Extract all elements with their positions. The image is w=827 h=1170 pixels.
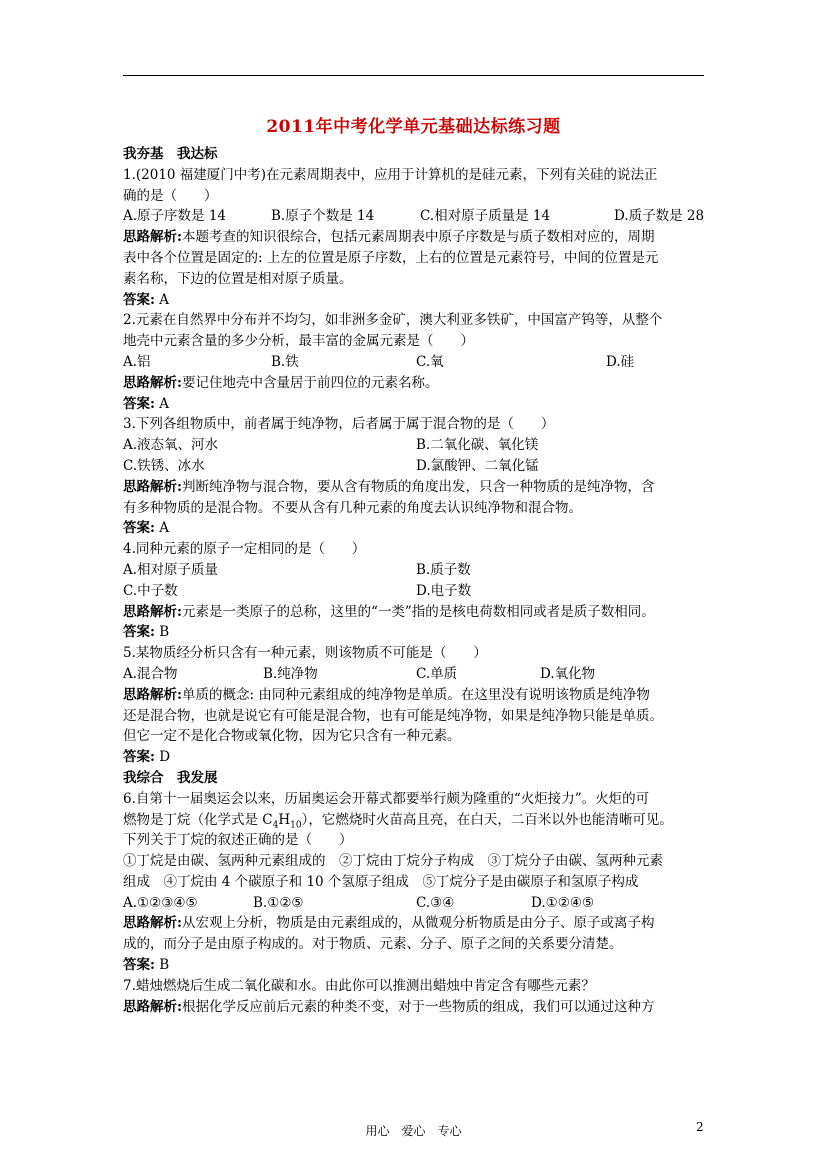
question-stem: 组成 ④丁烷由 4 个碳原子和 10 个氢原子组成 ⑤丁烷分子是由碳原子和氢原子构成 [123,873,639,890]
page-footer: 用心 爱心 专心 [365,1124,462,1138]
answer: 答案: B [123,624,170,641]
analysis-label: 思路解析: [123,686,182,703]
section-heading: 我综合 我发展 [123,769,218,786]
option-d: D.质子数是 28 [614,208,705,225]
analysis: 思路解析:从宏观上分析，物质是由元素组成的，从微观分析物质是由分子、原子或离子构 [123,915,655,932]
option-b: B.①②⑤ [253,894,304,911]
answer: 答案: A [123,291,170,308]
analysis: 思路解析:根据化学反应前后元素的种类不变，对于一些物质的组成，我们可以通过这种方 [123,998,655,1015]
question-stem: 下列关于丁烷的叙述正确的是（ ） [123,832,353,849]
option-c: C.相对原子质量是 14 [420,208,551,225]
option-a: A.相对原子质量 [123,561,219,578]
option-a: A.铝 [123,353,151,370]
option-a: A.混合物 [123,665,178,682]
analysis: 还是混合物，也就是说它有可能是混合物，也有可能是纯净物，如果是纯净物只能是单质。 [123,707,663,724]
options-row [123,352,713,373]
answer: 答案: A [123,520,170,537]
document-body [123,144,713,1017]
option-d: D.氧化物 [540,665,596,682]
option-a: A.①②③④⑤ [123,894,198,911]
option-c: C.氧 [416,353,444,370]
option-b: B.原子个数是 14 [271,208,375,225]
question-stem: 6.自第十一届奥运会以来，历届奥运会开幕式都要举行颇为隆重的“火炬接力”。火炬的可 [123,790,650,807]
analysis-label: 思路解析: [123,603,182,620]
options-row [123,435,713,456]
analysis-label: 思路解析: [123,915,182,932]
options-row [123,560,713,581]
answer: 答案: B [123,957,170,974]
question-stem: 5.某物质经分析只含有一种元素，则该物质不可能是（ ） [123,645,487,662]
option-a: A.原子序数是 14 [123,208,227,225]
analysis-label: 思路解析: [123,374,182,391]
analysis: 但它一定不是化合物或氧化物，因为它只含有一种元素。 [123,728,461,745]
analysis: 思路解析:元素是一类原子的总称，这里的“一类”指的是核电荷数相同或者是质子数相同。 [123,603,655,620]
option-c: C.③④ [416,894,455,911]
analysis-label: 思路解析: [123,998,182,1015]
option-b: B.纯净物 [263,665,318,682]
page-title: 2011年中考化学单元基础达标练习题 [266,117,561,137]
page-number: 2 [696,1120,704,1134]
answer-label: 答案: [123,291,155,308]
question-stem: 3.下列各组物质中，前者属于纯净物，后者属于属于混合物的是（ ） [123,416,555,433]
answer-label: 答案: [123,520,155,537]
question-stem: 2.元素在自然界中分布并不均匀，如非洲多金矿，澳大利亚多铁矿，中国富产钨等，从整个 [123,312,663,329]
answer: 答案: A [123,395,170,412]
option-a: A.液态氧、河水 [123,437,219,454]
answer-label: 答案: [123,624,155,641]
options-row [123,456,713,477]
analysis-label: 思路解析: [123,229,182,246]
option-d: D.①②④⑤ [531,894,595,911]
option-c: C.单质 [416,665,458,682]
question-stem: 4.同种元素的原子一定相同的是（ ） [123,541,366,558]
analysis: 思路解析:单质的概念: 由同种元素组成的纯净物是单质。在这里没有说明该物质是纯净物 [123,686,650,703]
header-rule [123,75,704,76]
analysis: 成的，而分子是由原子构成的。对于物质、元素、分子、原子之间的关系要分清楚。 [123,936,623,953]
option-b: B.铁 [271,353,299,370]
answer-label: 答案: [123,957,155,974]
section-heading: 我夯基 我达标 [123,146,218,162]
answer-label: 答案: [123,749,155,766]
option-c: C.中子数 [123,582,178,599]
option-c: C.铁锈、冰水 [123,457,205,474]
analysis: 素名称，下边的位置是相对原子质量。 [123,270,353,287]
question-stem: 7.蜡烛燃烧后生成二氧化碳和水。由此你可以推测出蜡烛中肯定含有哪些元素？ [123,977,595,994]
options-row [123,664,713,685]
analysis-label: 思路解析: [123,478,182,495]
analysis: 表中各个位置是固定的: 上左的位置是原子序数，上右的位置是元素符号，中间的位置是元 [123,249,659,266]
option-d: D.氯酸钾、二氧化锰 [416,457,539,474]
options-row [123,893,713,914]
analysis: 思路解析:本题考查的知识很综合，包括元素周期表中原子序数是与质子数相对应的，周期 [123,229,655,246]
option-d: D.电子数 [416,582,472,599]
question-stem: 燃物是丁烷（化学式是 $C_4H_{10}$），它燃烧时火苗高且亮，在白天，二百米以外也能清晰可见。 [123,811,673,831]
question-stem: ①丁烷是由碳、氢两种元素组成的 ②丁烷由丁烷分子构成 ③丁烷分子由碳、氢两种元素 [123,853,663,870]
answer: 答案: D [123,749,171,766]
options-row [123,581,713,602]
question-stem: 1.(2010 福建厦门中考)在元素周期表中，应用于计算机的是硅元素，下列有关硅的说法正 [123,166,658,183]
option-d: D.硅 [606,353,635,370]
answer-label: 答案: [123,395,155,412]
analysis: 思路解析:要记住地壳中含量居于前四位的元素名称。 [123,374,439,391]
analysis: 有多种物质的是混合物。不要从含有几种元素的角度去认识纯净物和混合物。 [123,499,582,516]
option-b: B.质子数 [416,561,471,578]
options-row [123,206,713,227]
question-stem: 确的是（ ） [123,187,218,204]
analysis: 思路解析:判断纯净物与混合物，要从含有物质的角度出发，只含一种物质的是纯净物，含 [123,478,655,495]
option-b: B.二氧化碳、氧化镁 [416,437,539,454]
question-stem: 地壳中元素含量的多少分析，最丰富的金属元素是（ ） [123,333,474,350]
